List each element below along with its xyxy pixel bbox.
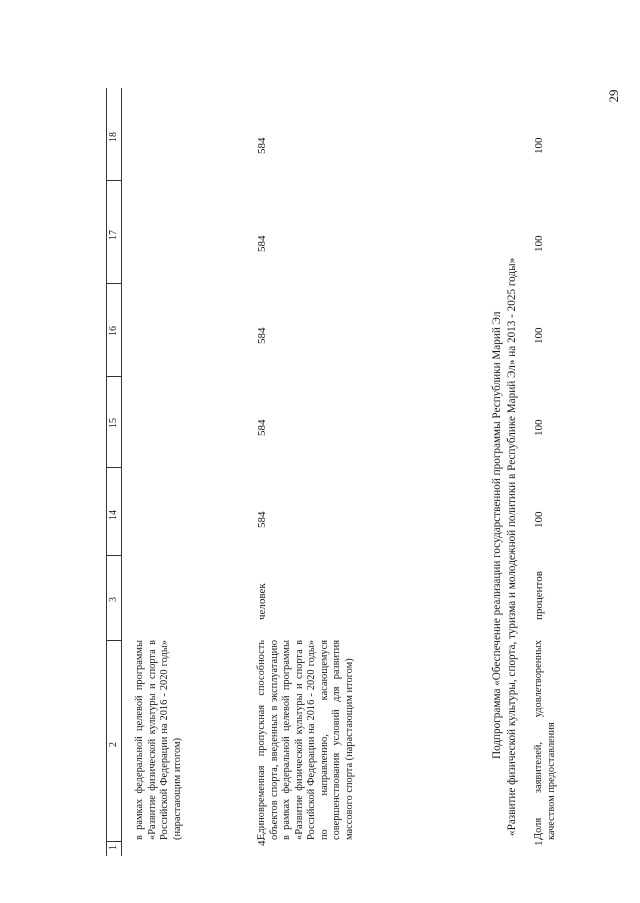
header-col-17: 17 (108, 230, 119, 240)
table-top-rule (106, 88, 122, 856)
col-sep-14-15 (106, 467, 121, 468)
row-1-value-18: 100 (533, 137, 545, 154)
subprogram-title-line-2: «Развитие физической культуры, спорта, туризма и молодежной политики в Республике Марий Эл» на 2013 - 2025 годы» (506, 257, 518, 836)
header-bottom-rule (121, 88, 122, 856)
header-col-16: 16 (108, 326, 119, 336)
col-sep-15-16 (106, 376, 121, 377)
col-sep-17-18 (106, 180, 121, 181)
row-1-value-16: 100 (533, 327, 545, 344)
row-4-value-15: 584 (256, 419, 268, 436)
row-4-text: Единовременная пропускная способность объектов спорта, введенных в эксплуатацию в рамках федеральной целевой программы «Развитие физической культуры и спорта в Российской Федерации на 2016 - 2020 годы» по направлению, касающемуся совершенствования условий для развития массового спорта (нарастающим итогом) (256, 640, 355, 840)
row-1-text: Доля заявителей, удовлетворенных качеством предоставления (533, 640, 557, 840)
col-sep-3-14 (106, 555, 121, 556)
col-sep-1-2 (106, 841, 121, 842)
row-4-unit: человек (256, 583, 268, 620)
row-1-value-14: 100 (533, 511, 545, 528)
row-4-value-14: 584 (256, 511, 268, 528)
header-col-1: 1 (108, 845, 119, 850)
header-col-15: 15 (108, 418, 119, 428)
header-col-3: 3 (108, 597, 119, 602)
col-sep-16-17 (106, 283, 121, 284)
page-number: 29 (606, 89, 621, 103)
row-4-value-17: 584 (256, 235, 268, 252)
row-1-number: 1. (533, 837, 545, 846)
row-1-value-15: 100 (533, 419, 545, 436)
subprogram-title-line-1: Подпрограмма «Обеспечение реализации государственной программы Республики Марий Эл (491, 311, 503, 759)
header-col-2: 2 (108, 742, 119, 747)
row-4-value-16: 584 (256, 327, 268, 344)
row-1-value-17: 100 (533, 235, 545, 252)
row-4-number: 4. (256, 837, 268, 846)
header-col-18: 18 (108, 132, 119, 142)
header-col-14: 14 (108, 510, 119, 520)
row-4-value-18: 584 (256, 137, 268, 154)
row-0-text: в рамках федеральной целевой программы «Развитие физической культуры и спорта в Российской Федерации на 2016 - 2020 годы» (нарастающим итогом) (134, 640, 183, 840)
row-1-unit: процентов (533, 571, 545, 620)
col-sep-2-3 (106, 640, 121, 641)
